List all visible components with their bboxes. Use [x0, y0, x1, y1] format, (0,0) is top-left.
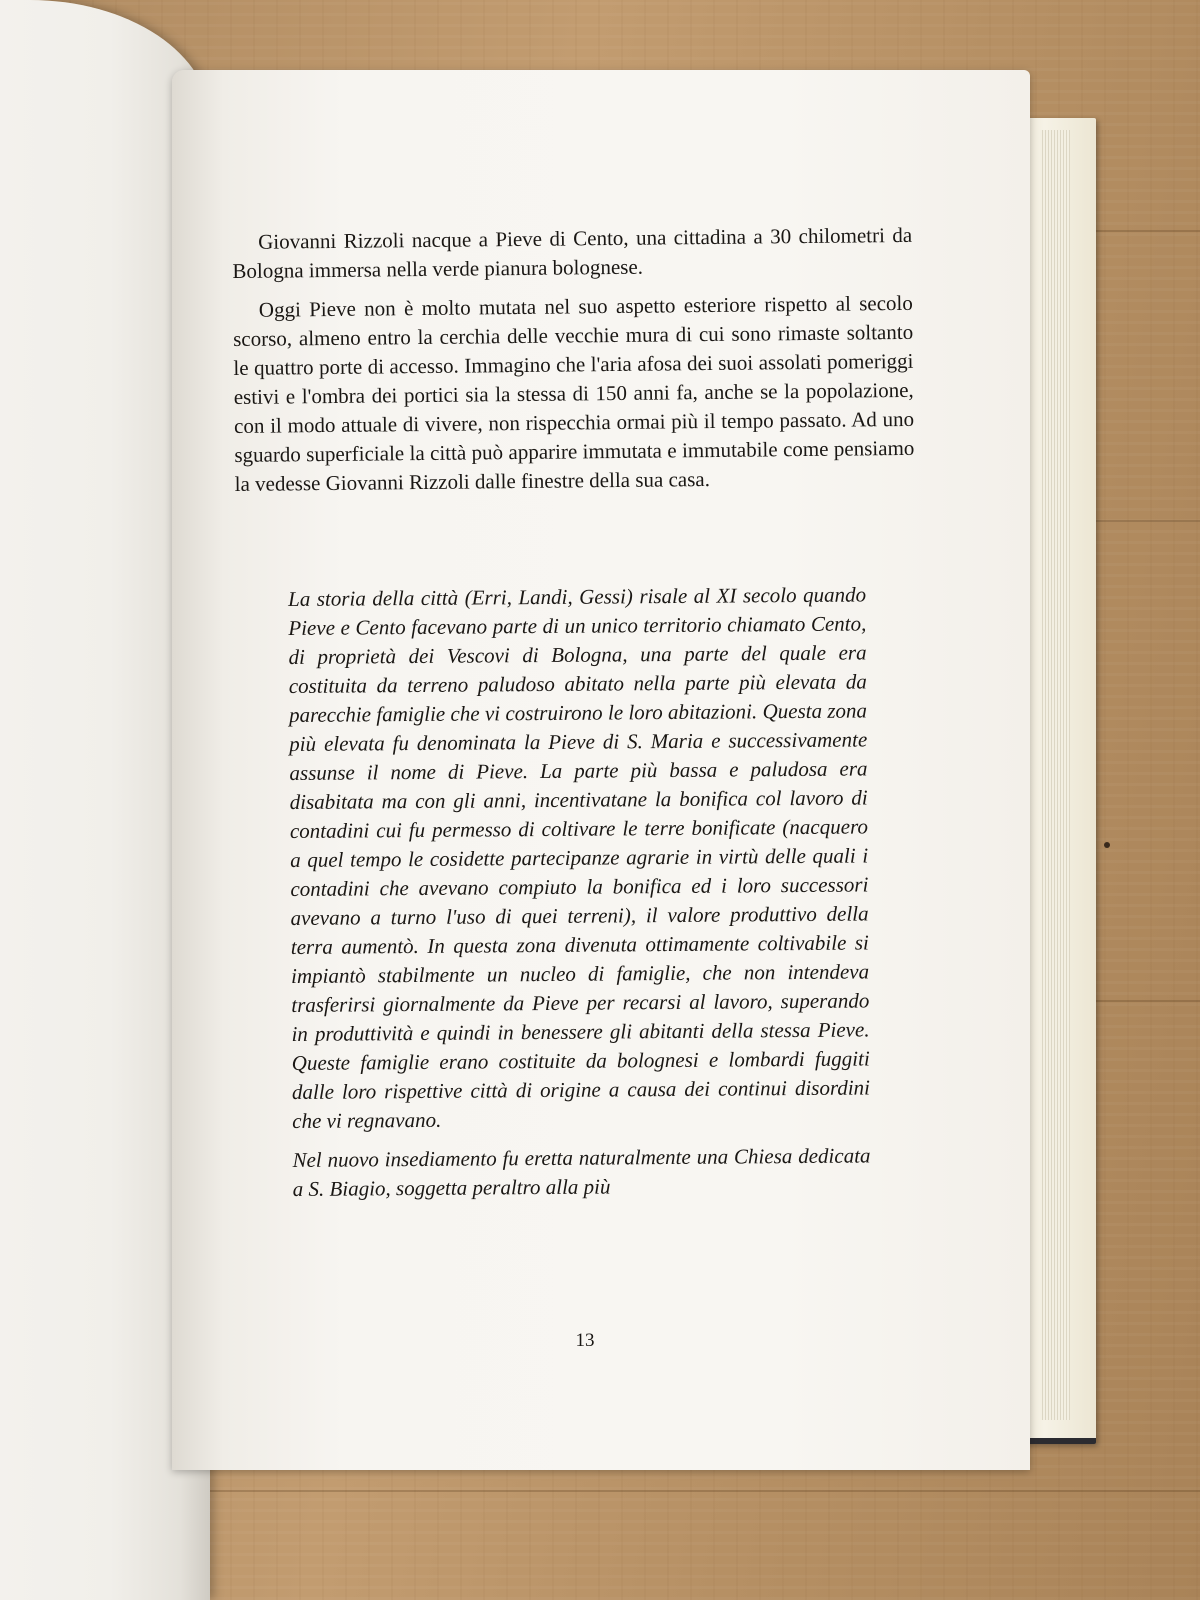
wood-knot: [1104, 842, 1110, 848]
quoted-passage: [288, 580, 871, 1214]
paragraph: Giovanni Rizzoli nacque a Pieve di Cento, una cittadina a 30 chilometri da Bologna immersa nella verde pianura bolognese.: [232, 222, 913, 283]
page-number: 13: [575, 1330, 595, 1351]
body-text: [232, 221, 915, 509]
page-stack-edge: [1040, 130, 1070, 1420]
quote-paragraph: La storia della città (Erri, Landi, Gessi) risale al XI secolo quando Pieve e Cento facevano parte di un unico territorio chiamato Cento, di proprietà dei Vescovi di Bologna, una parte del quale era costituita da terreno paludoso abitato nella parte più elevata da parecchie famiglie che vi costruirono le loro abitazioni. Questa zona più elevata fu denominata la Pieve di S. Maria e successivamente assunse il nome di Pieve. La parte più bassa e paludosa era disabitata ma con gli anni, incentivatane la bonifica col lavoro di contadini cui fu permesso di coltivare le terre bonificate (nacquero a quel tempo le cosidette partecipanze agrarie in virtù delle quali i contadini che avevano compiuto la bonifica ed i loro successori avevano a turno l'uso di quei terreni), il valore produttivo della terra aumentò. In questa zona divenuta ottimamente coltivabile si impiantò stabilmente un nucleo di famiglie, che non intendeva trasferirsi giornalmente da Pieve per recarsi al lavoro, superando in produttività e quindi in benessere gli abitanti della stessa Pieve. Queste famiglie erano costituite da bolognesi e lombardi fuggiti dalle loro rispettive città di origine a causa dei continui disordini che vi regnavano.: [288, 582, 871, 1133]
paragraph: Oggi Pieve non è molto mutata nel suo aspetto esteriore rispetto al secolo scorso, almeno entro la cerchia delle vecchie mura di cui sono rimaste soltanto le quattro porte di accesso. Immagino che l'aria afosa dei suoi assolati pomeriggi estivi e l'ombra dei portici sia la stessa di 150 anni fa, anche se la popolazione, con il modo attuale di vivere, non rispecchia ormai più il tempo passato. Ad uno sguardo superficiale la città può apparire immutata e immutabile come pensiamo la vedesse Giovanni Rizzoli dalle finestre della sua casa.: [233, 290, 915, 496]
quote-paragraph: Nel nuovo insediamento fu eretta naturalmente una Chiesa dedicata a S. Biagio, soggetta peraltro alla più: [292, 1143, 871, 1201]
